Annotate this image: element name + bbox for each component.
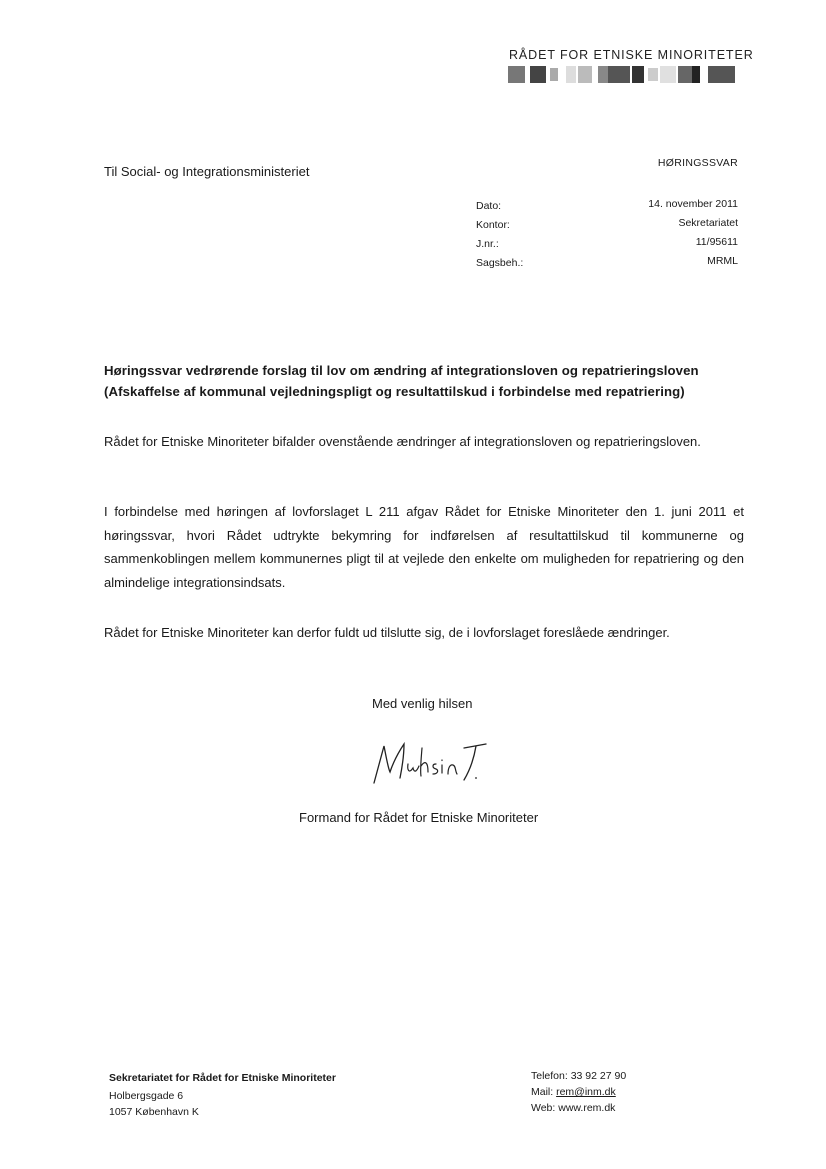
footer-web[interactable]: Web: www.rem.dk [531, 1102, 616, 1114]
footer-address [109, 1088, 199, 1120]
footer-mail-link[interactable]: rem@inm.dk [556, 1086, 616, 1098]
date-value: 14. november 2011 [648, 198, 738, 210]
body-paragraph: Rådet for Etniske Minoriteter bifalder ovenstående ændringer af integrationsloven og repatrieringsloven. [104, 434, 701, 449]
subject-heading: Høringssvar vedrørende forslag til lov om ændring af integrationsloven og repatrieringsloven (Afskaffelse af kommunal vejledningspligt og resultattilskud i forbindelse med repatriering) [104, 363, 699, 399]
footer-mail-label: Mail: [531, 1086, 557, 1098]
footer-street: Holbergsgade 6 [109, 1090, 184, 1102]
signatory-title: Formand for Rådet for Etniske Minoriteter [299, 810, 539, 825]
logo-pattern-bar [508, 66, 735, 83]
closing-greeting: Med venlig hilsen [372, 696, 473, 711]
date-label: Dato: [476, 200, 502, 212]
journal-number-label: J.nr.: [476, 238, 499, 250]
organization-logo-text: RÅDET FOR ETNISKE MINORITETER [509, 48, 754, 62]
footer-organization: Sekretariatet for Rådet for Etniske Minoriteter [109, 1072, 336, 1084]
case-handler-label: Sagsbeh.: [476, 257, 524, 269]
footer-mail [531, 1084, 626, 1100]
body-paragraph: I forbindelse med høringen af lovforslaget L 211 afgav Rådet for Etniske Minoriteter den 1. juni 2011 et høringssvar, hvori Rådet udtrykte bekymring for indførelsen af resultattilskud til kommunerne og sammenkoblingen mellem kommunernes pligt til at vejlede den enkelte om muligheden for repatriering og den almindelige integrationsindsats. [104, 504, 744, 590]
footer-city: 1057 København K [109, 1106, 199, 1118]
meta-labels [476, 197, 523, 273]
office-label: Kontor: [476, 219, 510, 231]
footer-contact [531, 1068, 626, 1116]
document-type: HØRINGSSVAR [657, 157, 738, 169]
meta-values [600, 195, 738, 271]
journal-number-value: 11/95611 [695, 236, 738, 248]
body-paragraph: Rådet for Etniske Minoriteter kan derfor fuldt ud tilslutte sig, de i lovforslaget foreslåede ændringer. [104, 625, 670, 640]
footer-phone: Telefon: 33 92 27 90 [531, 1070, 627, 1082]
case-handler-value: MRML [707, 255, 738, 267]
office-value: Sekretariatet [678, 217, 738, 229]
handwritten-signature [364, 738, 494, 788]
recipient: Til Social- og Integrationsministeriet [104, 164, 310, 179]
